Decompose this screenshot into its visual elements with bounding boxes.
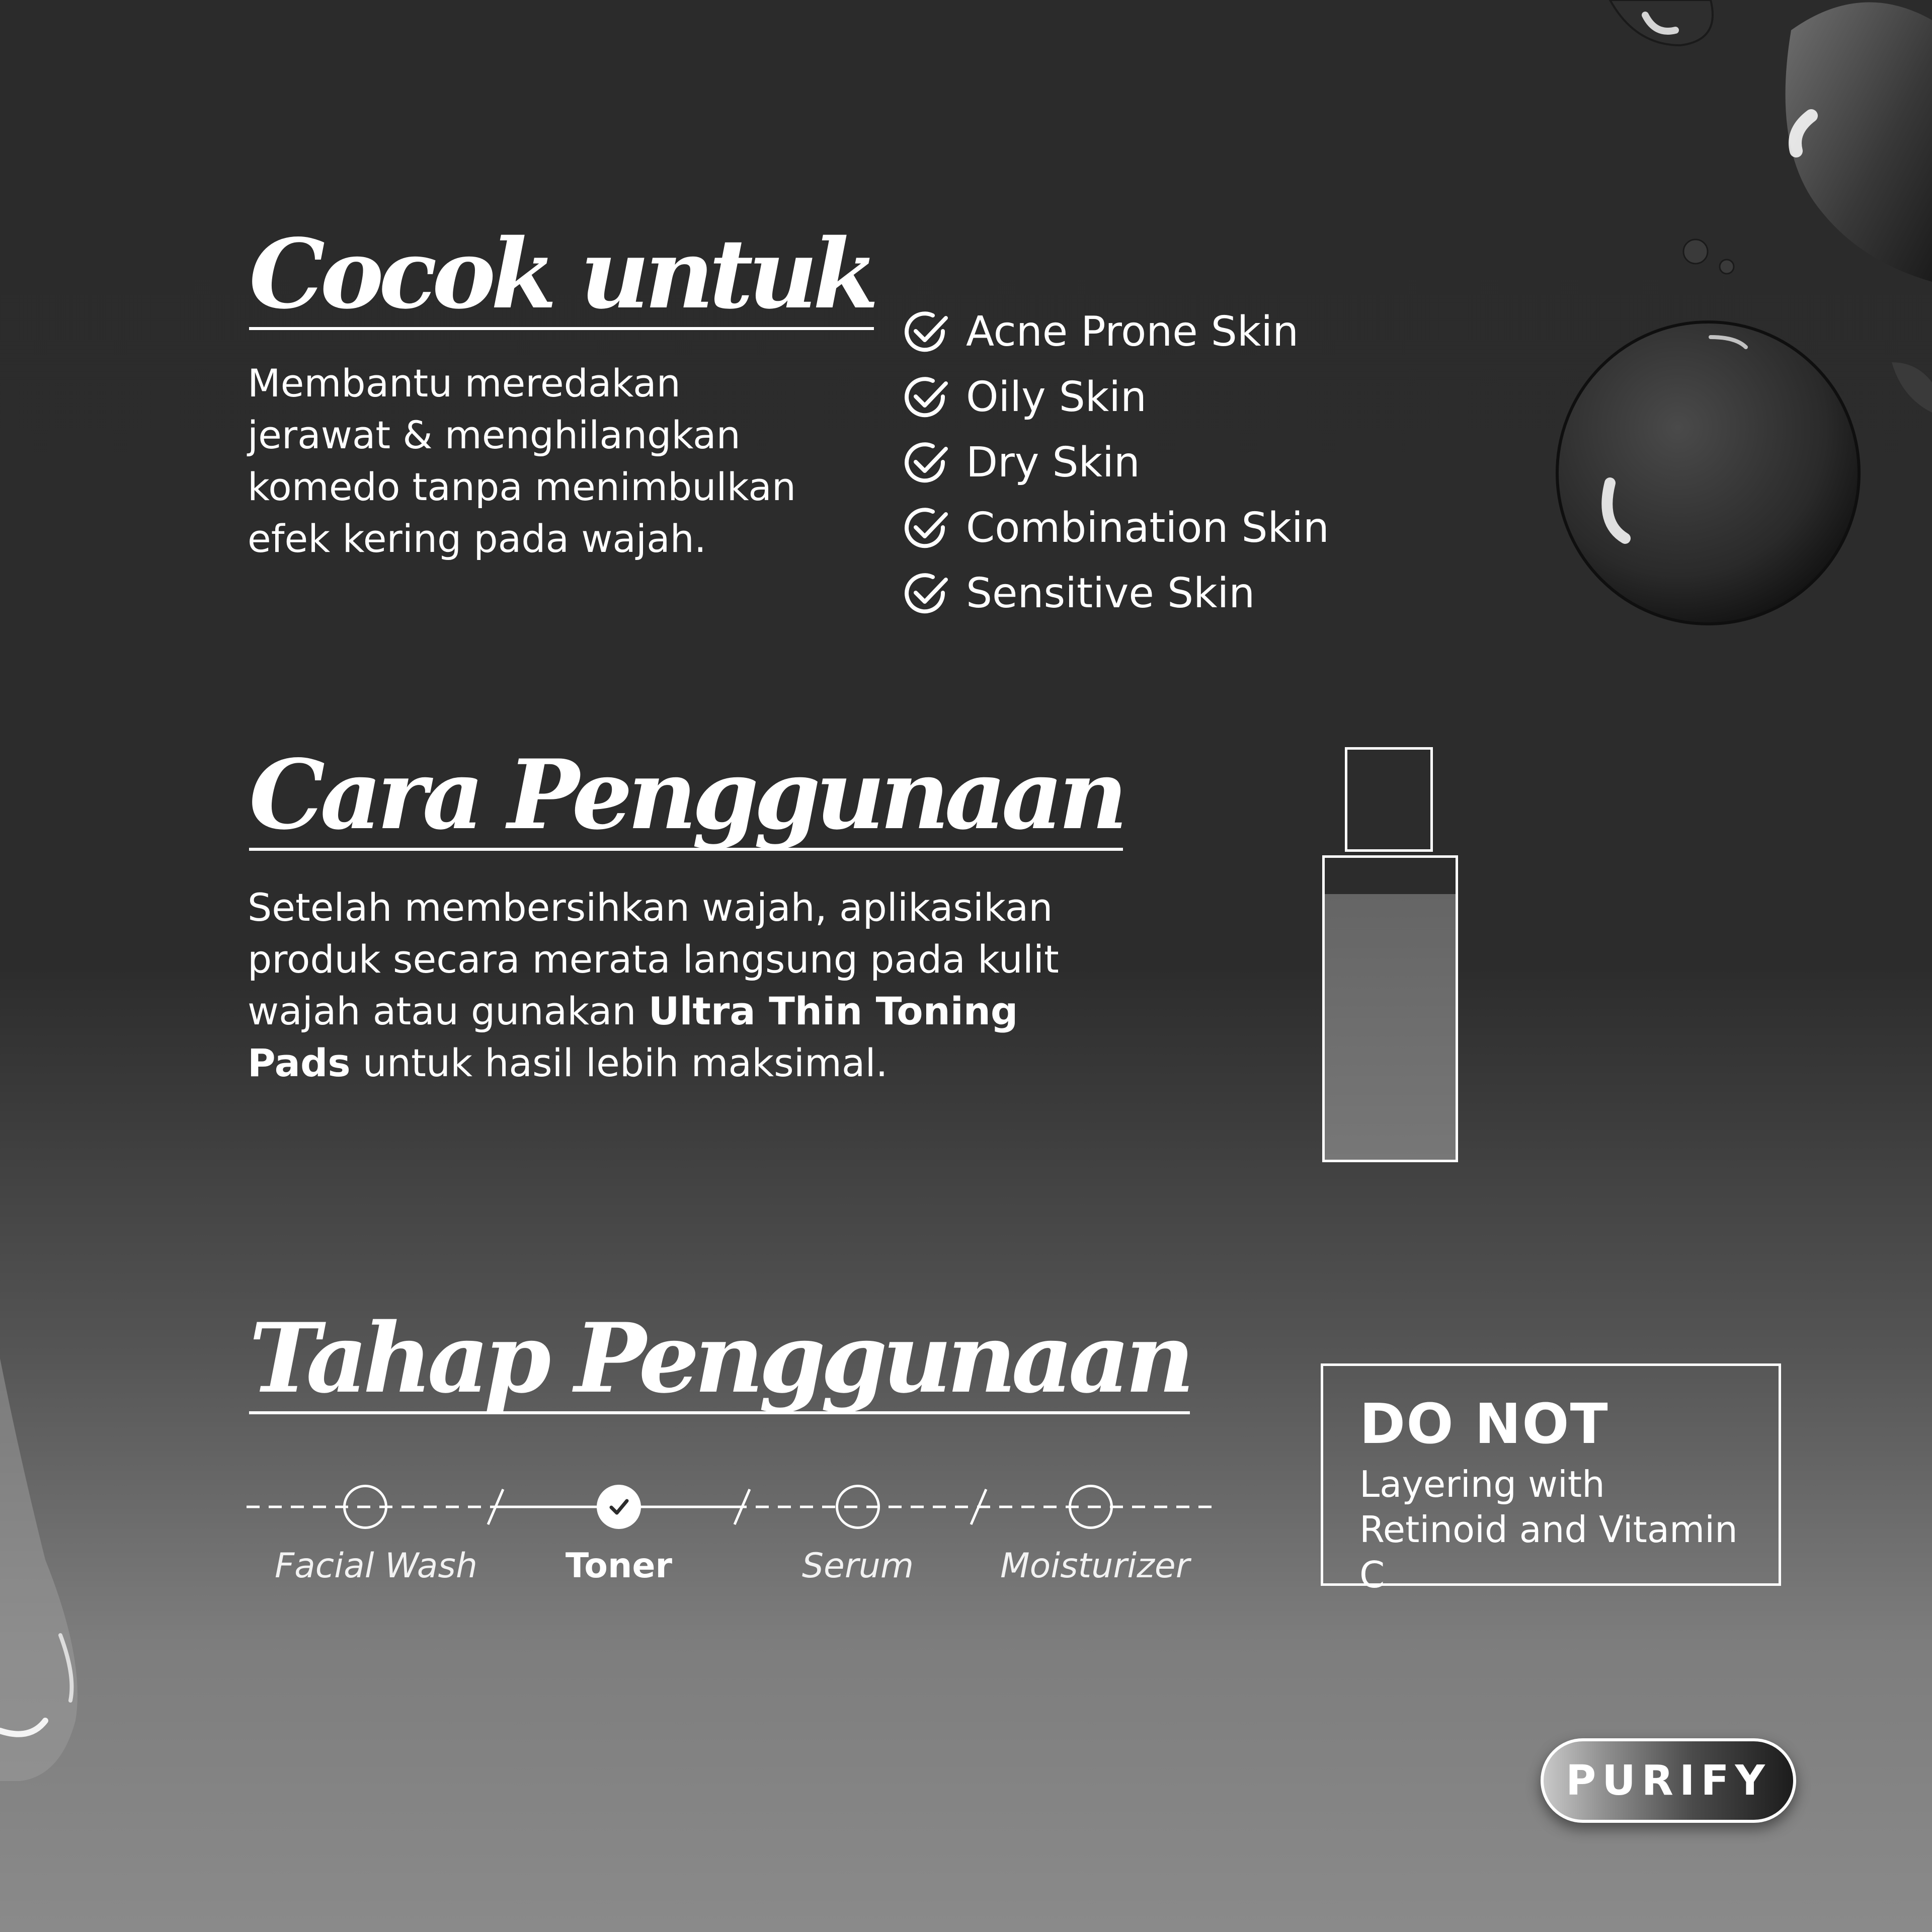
skin-type-item — [901, 299, 1329, 365]
skin-type-label: Combination Skin — [966, 504, 1329, 552]
check-circle-icon — [901, 372, 951, 423]
checkmark-icon — [606, 1494, 631, 1519]
usage-text-before: Setelah membersihkan wajah, aplikasikan produk secara merata langsung pada kulit wajah atau gunakan — [248, 885, 1059, 1033]
skin-type-item — [901, 430, 1329, 496]
check-circle-icon — [901, 569, 951, 619]
step-node — [343, 1485, 387, 1529]
skin-type-item — [901, 561, 1329, 626]
suitable-description: Membantu meredakan jerawat & menghilangkan komedo tanpa menimbulkan efek kering pada wajah. — [248, 361, 796, 561]
heading-usage-steps: Tahap Penggunaan — [249, 1302, 1190, 1414]
step-moisturizer — [1000, 1479, 1190, 1586]
skin-type-label: Sensitive Skin — [966, 570, 1255, 617]
check-circle-icon — [901, 438, 951, 488]
step-serum — [767, 1479, 948, 1586]
usage-text-product: Ultra Thin Toning Pads — [248, 989, 1018, 1085]
skin-type-item — [901, 365, 1329, 430]
usage-steps-timeline — [247, 1479, 1213, 1605]
brand-badge — [1541, 1738, 1796, 1823]
step-label: Toner — [565, 1546, 673, 1586]
bottle-liquid — [1325, 894, 1456, 1160]
step-label: Facial Wash — [275, 1546, 477, 1586]
toner-bottle-illustration — [1321, 747, 1459, 1162]
step-node — [1069, 1485, 1113, 1529]
usage-text-after: untuk hasil lebih maksimal. — [350, 1040, 888, 1085]
step-facial-wash — [275, 1479, 477, 1586]
round-drop — [1557, 322, 1859, 624]
step-node-active — [597, 1485, 641, 1529]
check-circle-icon — [901, 503, 951, 553]
bottle-cap — [1345, 747, 1433, 852]
step-node — [836, 1485, 880, 1529]
step-label: Serum — [801, 1546, 914, 1586]
warning-text: Layering with Retinoid and Vitamin C — [1359, 1463, 1738, 1596]
skin-type-list — [901, 299, 1329, 626]
heading-how-to-use: Cara Penggunaan — [249, 739, 1123, 851]
skin-type-label: Dry Skin — [966, 439, 1140, 487]
step-toner — [528, 1479, 709, 1586]
step-label: Moisturizer — [1000, 1546, 1190, 1586]
warning-title: DO NOT — [1359, 1392, 1609, 1456]
brand-badge-label: PURIFY — [1566, 1756, 1771, 1805]
skin-type-label: Acne Prone Skin — [966, 308, 1299, 356]
heading-suitable-for: Cocok untuk — [249, 218, 874, 330]
skin-type-item — [901, 496, 1329, 561]
usage-description — [248, 881, 1133, 1089]
skin-type-label: Oily Skin — [966, 373, 1147, 421]
check-circle-icon — [901, 307, 951, 357]
warning-box — [1321, 1363, 1781, 1596]
bottle-body — [1322, 855, 1458, 1162]
